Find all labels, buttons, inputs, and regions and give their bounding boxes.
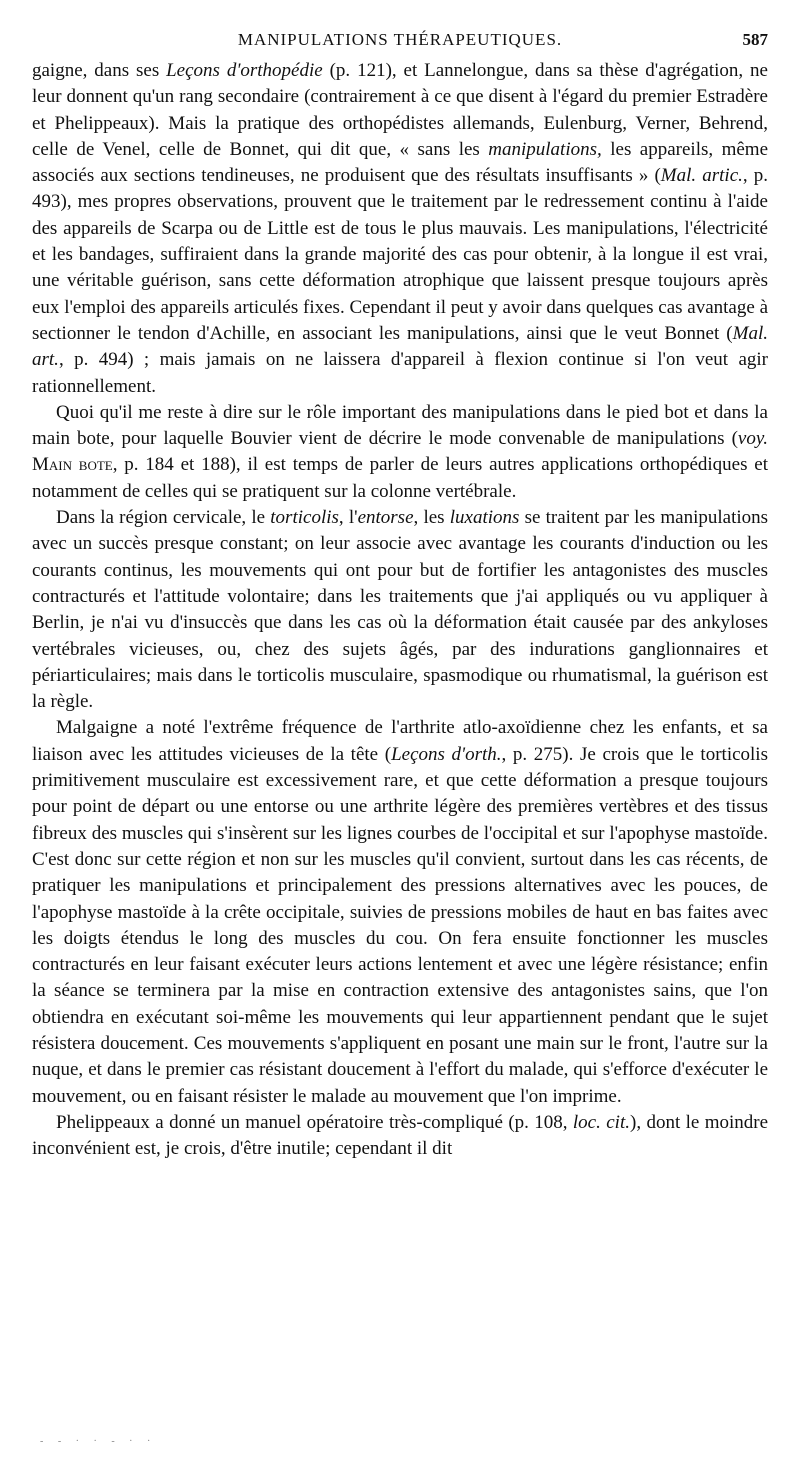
paragraph xyxy=(32,58,768,400)
italic-text: entorse xyxy=(357,507,414,529)
italic-text: Leçons d'orthopédie xyxy=(166,60,323,81)
small-caps-text: Main bote xyxy=(32,454,113,476)
paragraph xyxy=(32,715,768,1109)
paragraph xyxy=(32,505,768,715)
text-run: Quoi qu'il me reste à dire sur le rôle important des manipulations dans le pied bot et dans la main bote, pour laquelle Bouvier vient de décrire le mode convenable de manipulations ( xyxy=(32,401,768,450)
text-run: , p. 493), mes propres observations, prouvent que le traitement par le redressement continu à l'aide des appareils de Scarpa ou de Little est de tous le plus mauvais. Les manipulations, l'électricité et les bandages, suffiraient dans la grande majorité des cas pour obtenir, à la longue il est vrai, une véritable guérison, sans cette déformation atrophique que laissent presque toujours après eux l'emploi des appareils articulés fixes. Cependant il peut y avoir dans quelques cas avantage à sectionner le tendon d'Achille, en associant les manipulations, ainsi que le veut Bonnet ( xyxy=(32,165,768,344)
text-run: , l' xyxy=(338,507,358,529)
text-run: Phelippeaux a donné un manuel opératoire très-compliqué (p. 108, xyxy=(56,1111,573,1133)
italic-text: manipulations, xyxy=(488,138,602,160)
italic-text: loc. cit. xyxy=(572,1111,630,1133)
italic-text: Mal. artic. xyxy=(660,165,743,187)
text-run: les appareils, même associés aux sections tendineuses, ne produisent que des résultats insuffisants » ( xyxy=(32,138,769,187)
italic-text: torticolis xyxy=(270,507,339,529)
text-run: , les xyxy=(413,507,450,529)
text-run: se traitent par les manipulations avec un succès presque constant; on leur associe avec avantage les courants d'induction ou les courants continus, les mouvements qui ont pour but de fortifier les antagonistes des muscles contracturés et l'attitude volontaire; dans les traitements que j'ai appliqués ou vu appliquer à Berlin, je n'ai vu d'insuccès que dans les cas où la déformation était causée par des ankyloses vertébrales vicieuses, ou, chez des sujets âgés, par des indurations ganglionnaires et périarticulaires; mais dans le torticolis musculaire, spasmodique ou rhumatismal, la guérison est la règle. xyxy=(32,507,769,713)
italic-text: Leçons d'orth. xyxy=(391,743,502,765)
italic-text: luxations xyxy=(449,507,520,529)
body-text xyxy=(32,58,768,1162)
text-run: (p. 121), et Lannelongue, dans sa thèse d'agrégation, ne leur donnent qu'un rang secondaire (contrairement à ce que disent à l'égard du premier Estradère et Phelippeaux). Mais la pratique des orthopédistes allemands, Eulenburg, Verner, Behrend, celle de Venel, celle de Bonnet, qui dit que, « sans les xyxy=(32,60,768,160)
paragraph xyxy=(32,1110,768,1163)
italic-text: Mal. art. xyxy=(32,322,768,371)
running-header xyxy=(32,30,768,58)
text-run: , p. 275). Je crois que le torticolis primitivement musculaire est excessivement rare, et que cette déformation a presque toujours pour point de départ ou une entorse ou une arthrite légère des premières vertèbres et des tissus fibreux des muscles qui s'insèrent sur les lignes courbes de l'occipital et sur l'apophyse mastoïde. C'est donc sur cette région et non sur les muscles qu'il convient, surtout dans les cas récents, de pratiquer les manipulations et principalement des pressions alternatives avec les pouces, de l'apophyse mastoïde à la crête occipitale, suivies de pressions mobiles de haut en bas faites avec les doigts étendus le long des muscles du cou. On fera ensuite fonctionner les muscles contracturés en leur faisant exécuter leurs actions lentement et avec une légère résistance; enfin la séance se terminera par la mise en contraction extensive des antagonistes sains, que l'on obtiendra en exécutant soi-même les mouvements qui leur appartiennent pendant que le sujet résistera doucement. Ces mouvements s'appliquent en posant une main sur le front, l'autre sur la nuque, et dans le premier cas résistant doucement à l'effort du malade, qui s'efforce d'exécuter le mouvement, ou en faisant résister le malade au mouvement que l'on imprime. xyxy=(32,743,768,1107)
text-run: ), dont le moindre inconvénient est, je crois, d'être inutile; cependant il dit xyxy=(32,1111,769,1160)
running-title: MANIPULATIONS THÉRAPEUTIQUES. xyxy=(237,30,563,49)
text-run: , p. 184 et 188), il est temps de parler de leurs autres applications orthopédiques et notamment de celles qui se pratiquent sur la colonne vertébrale. xyxy=(32,454,768,502)
scan-artifact-marks: - - · · - · · xyxy=(40,1436,157,1447)
text-run: Dans la région cervicale, le xyxy=(56,507,271,529)
text-run: , p. 494) ; mais jamais on ne laissera d'appareil à flexion continue si l'on veut agir rationnellement. xyxy=(32,349,768,397)
page-number: 587 xyxy=(742,30,768,49)
paragraph xyxy=(32,400,768,505)
text-run: gaigne, dans ses xyxy=(32,60,167,81)
text-run: Malgaigne a noté l'extrême fréquence de l'arthrite atlo-axoïdienne chez les enfants, et sa liaison avec les attitudes vicieuses de la tête ( xyxy=(32,717,768,765)
book-page xyxy=(32,30,768,1162)
italic-text: voy. xyxy=(737,428,768,450)
